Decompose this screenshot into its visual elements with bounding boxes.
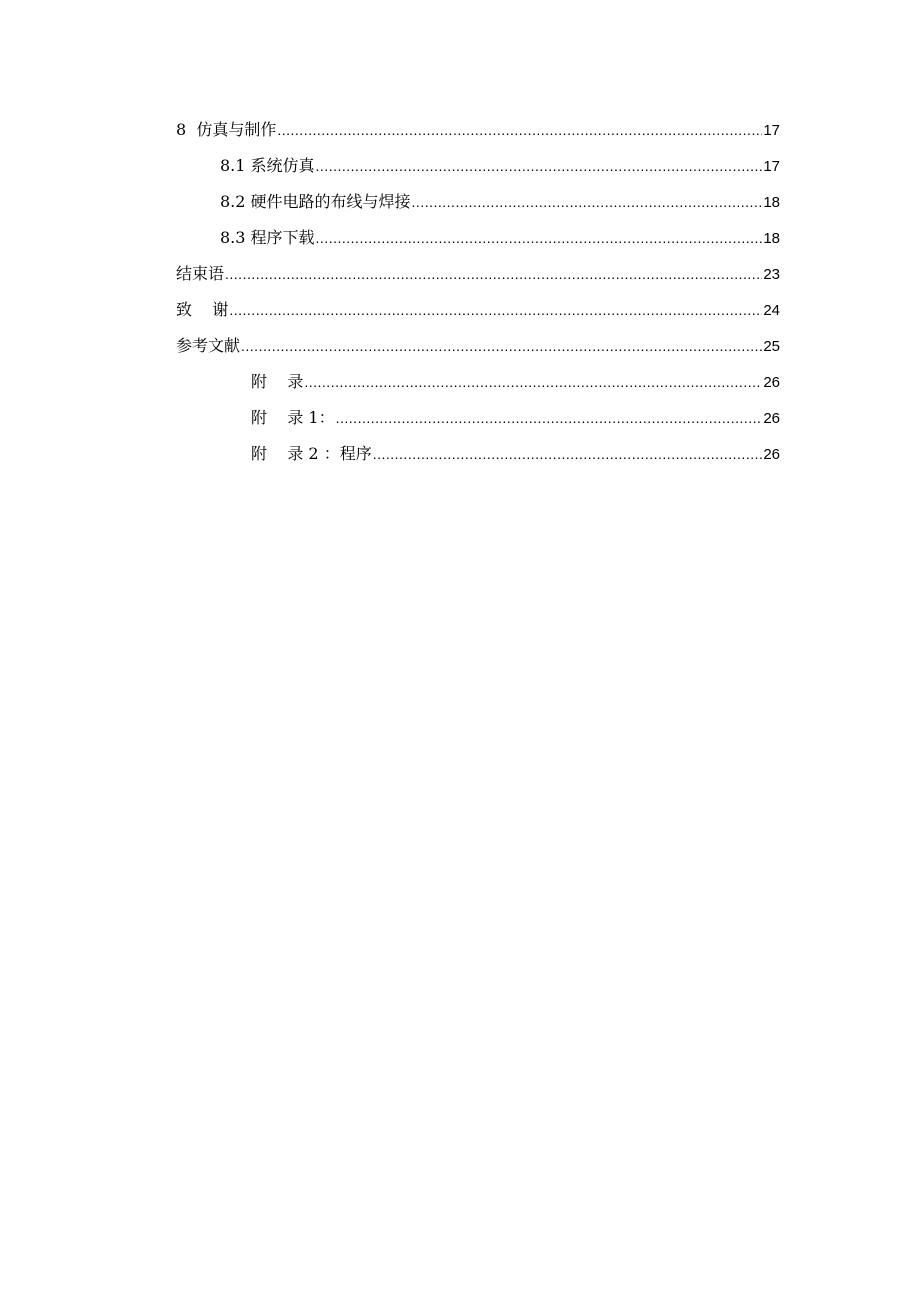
toc-entry-page: 26: [763, 446, 780, 463]
toc-entry-page: 26: [763, 410, 780, 427]
toc-entry-title: 结束语: [176, 264, 225, 283]
toc-leader-dots: [373, 436, 763, 472]
toc-entry[interactable]: [176, 328, 780, 364]
toc-leader-dots: [277, 112, 762, 148]
toc-entry-page: 18: [763, 194, 780, 211]
toc-entry-title: 附 录: [251, 372, 304, 391]
table-of-contents: [176, 112, 780, 472]
toc-entry[interactable]: [176, 184, 780, 220]
toc-entry-page: 23: [763, 266, 780, 283]
toc-entry-title: 致 谢: [176, 300, 229, 319]
toc-leader-dots: [412, 184, 763, 220]
toc-entry-page: 24: [763, 302, 780, 319]
toc-entry-title: 参考文献: [176, 336, 241, 355]
toc-leader-dots: [241, 328, 762, 364]
toc-entry[interactable]: [176, 436, 780, 472]
toc-entry-page: 17: [763, 122, 780, 139]
toc-entry[interactable]: [176, 220, 780, 256]
toc-entry[interactable]: [176, 256, 780, 292]
toc-entry[interactable]: [176, 400, 780, 436]
toc-entry-title: 8.2 硬件电路的布线与焊接: [220, 192, 411, 211]
toc-entry-page: 18: [763, 230, 780, 247]
toc-entry[interactable]: [176, 364, 780, 400]
toc-leader-dots: [316, 148, 763, 184]
toc-leader-dots: [304, 364, 762, 400]
toc-entry[interactable]: [176, 112, 780, 148]
toc-entry-title: 8.3 程序下载: [220, 228, 315, 247]
toc-entry-page: 17: [763, 158, 780, 175]
toc-leader-dots: [316, 220, 763, 256]
toc-leader-dots: [229, 292, 762, 328]
toc-entry-title: 附 录 2 ：程序: [251, 444, 372, 463]
toc-entry-title: 附 录 1：: [251, 408, 335, 427]
toc-entry[interactable]: [176, 148, 780, 184]
toc-leader-dots: [336, 400, 763, 436]
toc-entry-page: 26: [763, 374, 780, 391]
toc-entry-title: 8 仿真与制作: [176, 120, 277, 139]
toc-entry[interactable]: [176, 292, 780, 328]
toc-entry-page: 25: [763, 338, 780, 355]
toc-leader-dots: [225, 256, 762, 292]
toc-entry-title: 8.1 系统仿真: [220, 156, 315, 175]
